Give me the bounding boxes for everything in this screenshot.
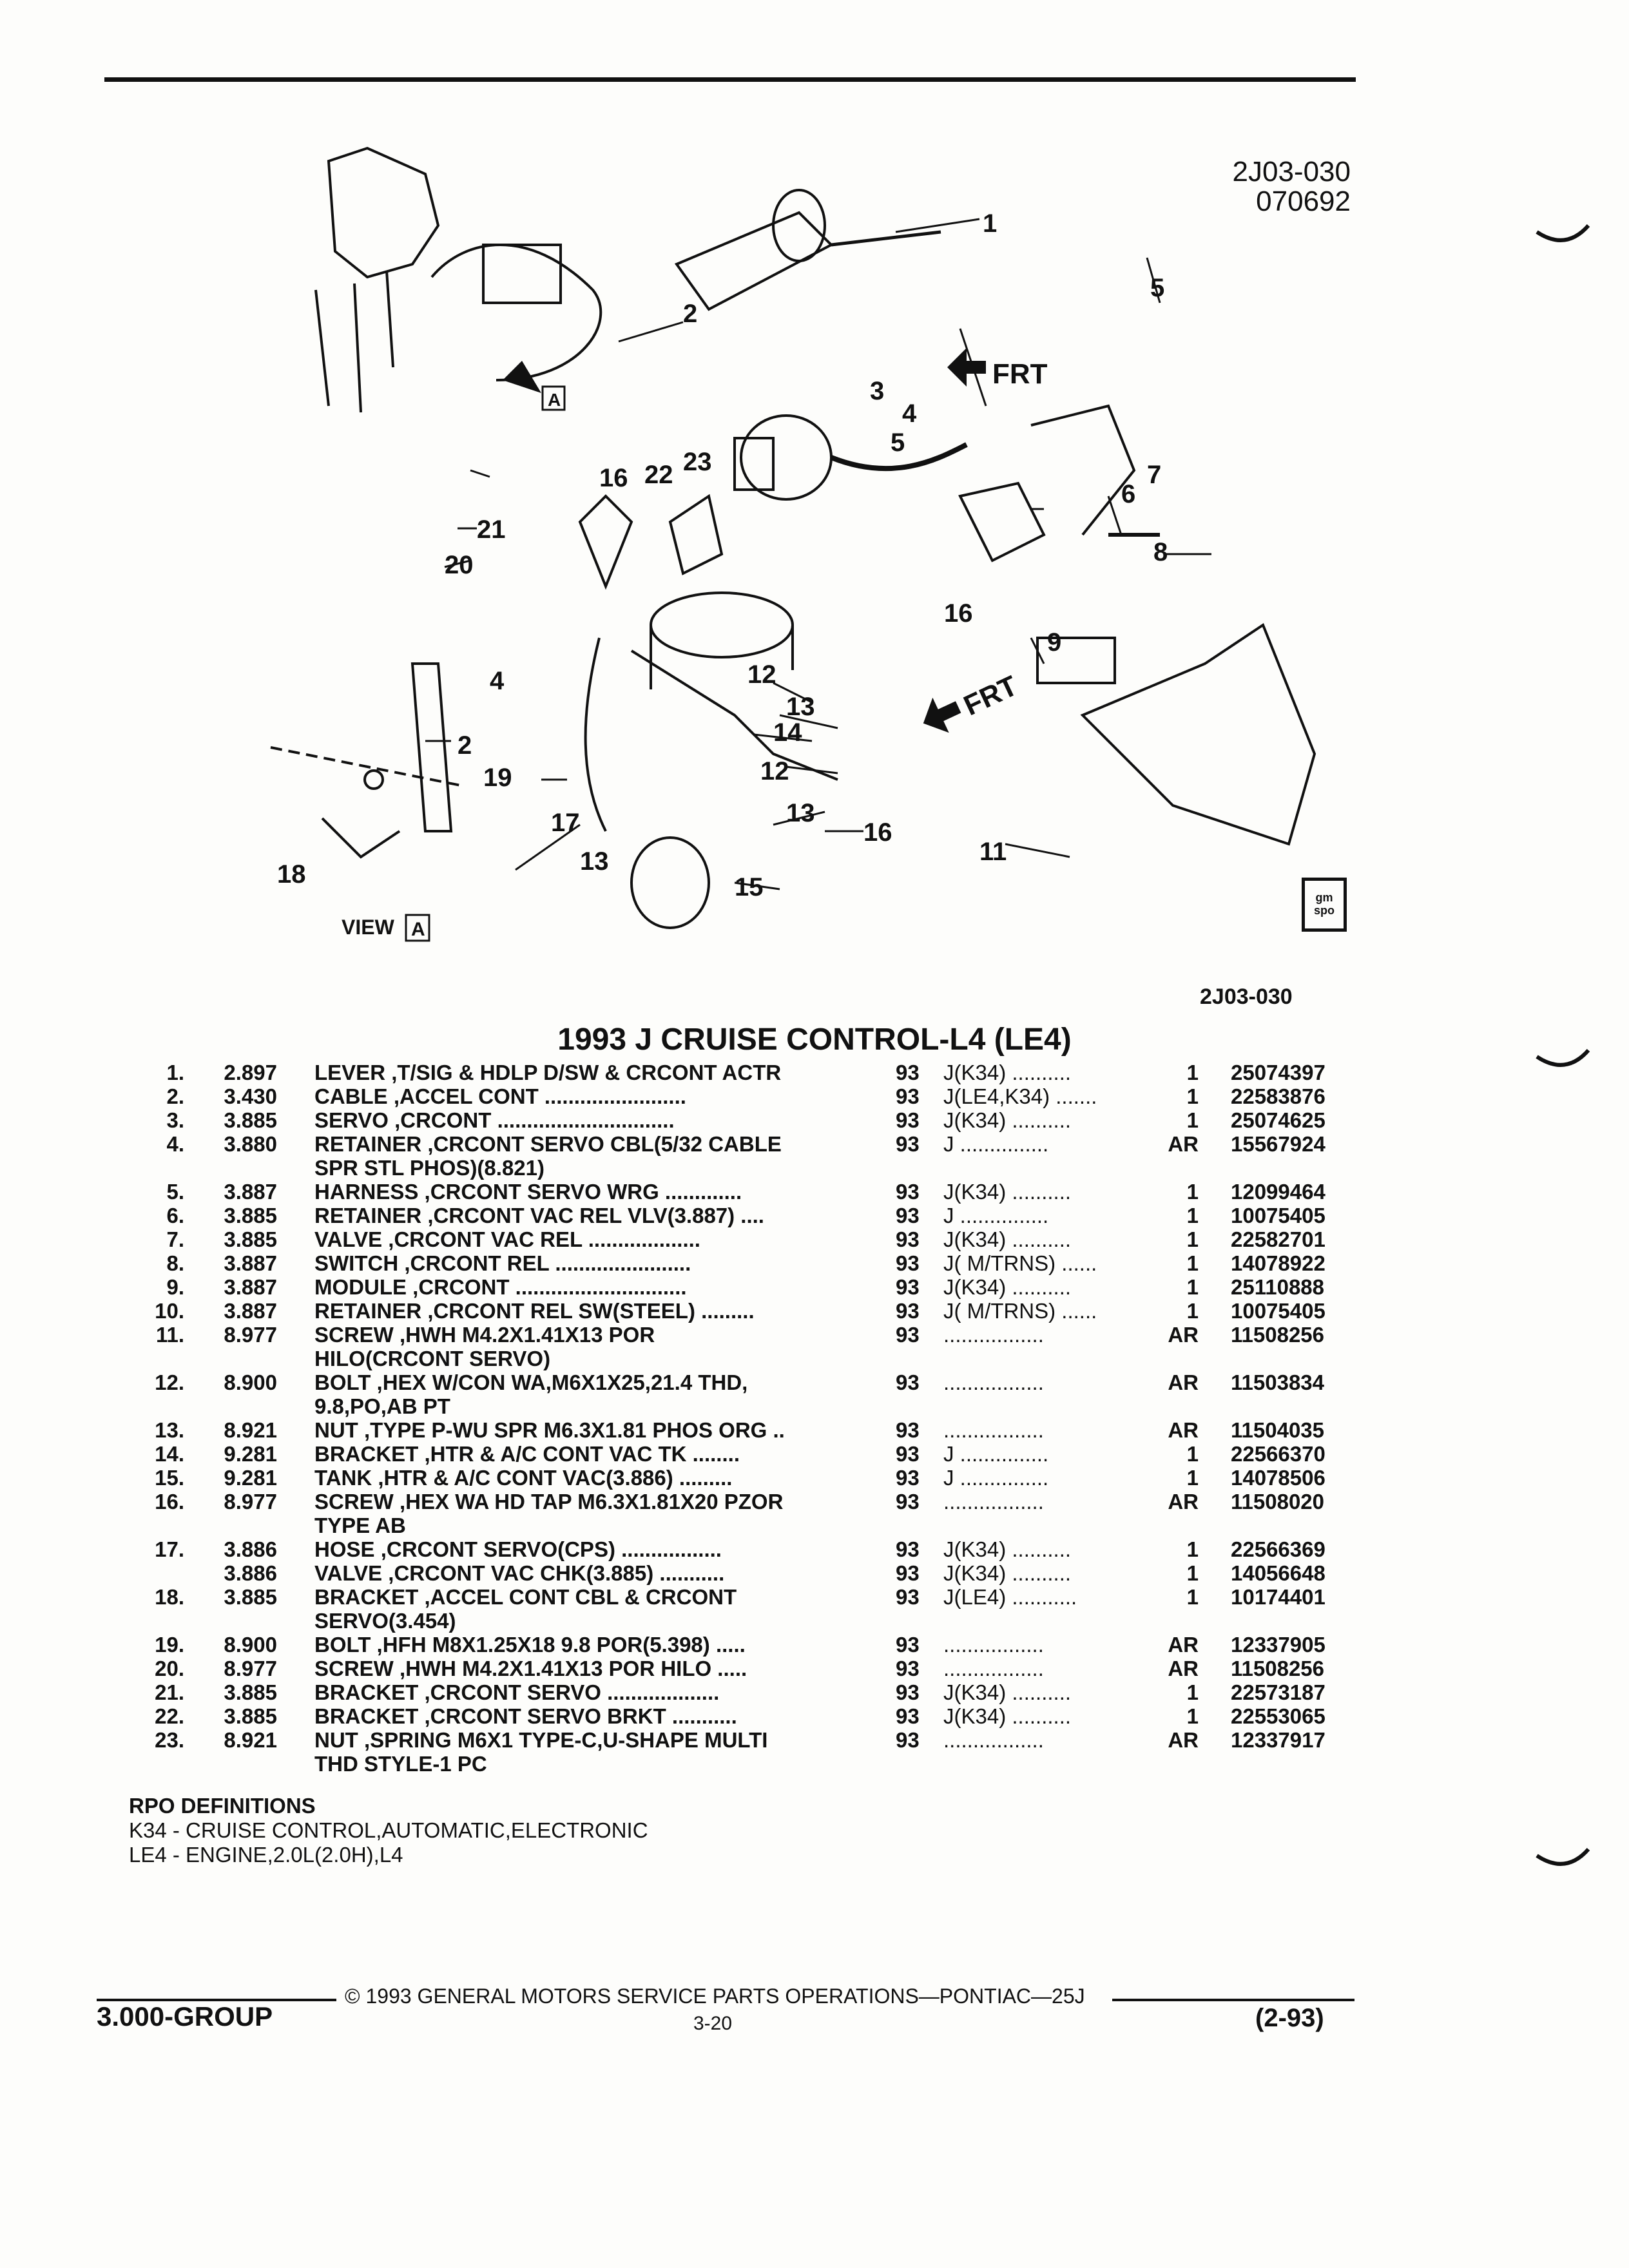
part-number: 10075405: [1231, 1299, 1325, 1323]
part-description: NUT ,SPRING M6X1 TYPE-C,U-SHAPE MULTI: [314, 1728, 768, 1752]
engine-block-outline: [329, 148, 438, 277]
page-number: 3-20: [693, 2013, 733, 2034]
margin-mark: [1534, 219, 1592, 258]
model-usage: .................: [943, 1323, 1044, 1347]
model-year: 93: [896, 1061, 920, 1084]
part-number: 10174401: [1231, 1585, 1325, 1609]
part-description: BRACKET ,ACCEL CONT CBL & CRCONT: [314, 1585, 737, 1609]
group-code: 8.977: [224, 1657, 277, 1680]
callout-18: 18: [277, 860, 306, 889]
vac-tank: [631, 838, 709, 928]
top-rule: [104, 77, 1356, 82]
part-number: 25110888: [1231, 1275, 1325, 1299]
parts-list: [129, 1061, 1366, 1776]
callout-8: 8: [1153, 538, 1168, 566]
group-code: 8.900: [224, 1370, 277, 1394]
callout-16b: 16: [944, 599, 973, 628]
callout-12: 12: [747, 660, 776, 689]
quantity: 1: [1186, 1466, 1199, 1490]
exploded-diagram: [219, 135, 1366, 973]
callout-19: 19: [483, 764, 512, 792]
quantity: 1: [1186, 1680, 1199, 1704]
group-code: 9.281: [224, 1466, 277, 1490]
model-year: 93: [896, 1537, 920, 1561]
model-usage: .................: [943, 1418, 1044, 1442]
part-description: RETAINER ,CRCONT REL SW(STEEL) .........: [314, 1299, 755, 1323]
callout-14: 14: [773, 718, 802, 747]
part-number-index: 20.: [155, 1657, 184, 1680]
model-usage: J(LE4) ...........: [943, 1585, 1077, 1609]
pedal-bracket: [1031, 406, 1134, 535]
part-description: BRACKET ,CRCONT SERVO BRKT ...........: [314, 1704, 737, 1728]
group-code: 3.887: [224, 1299, 277, 1323]
part-number: 12337905: [1231, 1633, 1325, 1657]
part-number-index: 16.: [155, 1490, 184, 1514]
part-description: TANK ,HTR & A/C CONT VAC(3.886) .........: [314, 1466, 733, 1490]
group-code: 3.886: [224, 1537, 277, 1561]
model-usage: J(K34) ..........: [943, 1061, 1072, 1084]
part-number: 22573187: [1231, 1680, 1325, 1704]
part-number-index: 18.: [155, 1585, 184, 1609]
quantity: 1: [1186, 1204, 1199, 1227]
table-row: [129, 1585, 1366, 1633]
part-number-index: 8.: [166, 1251, 184, 1275]
quantity: 1: [1186, 1180, 1199, 1204]
group-code: 8.921: [224, 1728, 277, 1752]
quantity: 1: [1186, 1061, 1199, 1084]
part-number: 11508020: [1231, 1490, 1325, 1514]
part-number: 11504035: [1231, 1418, 1325, 1442]
model-usage: J ...............: [943, 1132, 1049, 1156]
part-number-index: 1.: [166, 1061, 184, 1084]
callout-17: 17: [551, 809, 580, 837]
part-number-index: 10.: [155, 1299, 184, 1323]
model-usage: .................: [943, 1370, 1044, 1394]
model-year: 93: [896, 1442, 920, 1466]
callout-6: 6: [1121, 480, 1136, 508]
group-code: 3.887: [224, 1275, 277, 1299]
model-year: 93: [896, 1704, 920, 1728]
footer-rule-right: [1112, 1999, 1354, 2001]
part-number: 12099464: [1231, 1180, 1325, 1204]
part-number: 22583876: [1231, 1084, 1325, 1108]
part-description: SERVO ,CRCONT ..............................: [314, 1108, 675, 1132]
quantity: 1: [1186, 1108, 1199, 1132]
quantity: 1: [1186, 1251, 1199, 1275]
lines-left: [316, 271, 393, 412]
model-usage: J(K34) ..........: [943, 1275, 1072, 1299]
callout-11: 11: [979, 838, 1007, 866]
part-number-index: 9.: [166, 1275, 184, 1299]
part-description: HOSE ,CRCONT SERVO(CPS) .................: [314, 1537, 722, 1561]
group-code: 3.430: [224, 1084, 277, 1108]
part-number: 22566370: [1231, 1442, 1325, 1466]
margin-mark: [1534, 1044, 1592, 1082]
quantity: AR: [1168, 1633, 1199, 1657]
model-year: 93: [896, 1561, 920, 1585]
callout-7: 7: [1147, 461, 1162, 489]
table-row: [129, 1323, 1366, 1370]
group-code: 3.885: [224, 1585, 277, 1609]
model-usage: J(K34) ..........: [943, 1561, 1072, 1585]
part-number: 14078506: [1231, 1466, 1325, 1490]
callout-16: 16: [599, 464, 628, 492]
group-code: 3.885: [224, 1204, 277, 1227]
table-row: [129, 1537, 1366, 1561]
svg-text:VIEW: VIEW: [342, 916, 394, 939]
part-description: BRACKET ,HTR & A/C CONT VAC TK ........: [314, 1442, 740, 1466]
part-number: 25074625: [1231, 1108, 1325, 1132]
model-year: 93: [896, 1490, 920, 1514]
group-code: 8.921: [224, 1418, 277, 1442]
model-usage: J ...............: [943, 1466, 1049, 1490]
table-row: [129, 1061, 1366, 1084]
callout-4: 4: [902, 399, 917, 428]
model-usage: J ...............: [943, 1442, 1049, 1466]
callout-22: 22: [644, 461, 673, 489]
part-number: 25074397: [1231, 1061, 1325, 1084]
quantity: 1: [1186, 1227, 1199, 1251]
model-usage: J(K34) ..........: [943, 1108, 1072, 1132]
hose-17: [586, 638, 606, 831]
group-code: 8.900: [224, 1633, 277, 1657]
part-number-index: 7.: [166, 1227, 184, 1251]
bracket-21: [580, 496, 631, 586]
model-year: 93: [896, 1418, 920, 1442]
callout-4b: 4: [490, 667, 505, 695]
table-row: [129, 1227, 1366, 1251]
figure-id: 2J03-030: [1200, 985, 1293, 1009]
part-number-index: 4.: [166, 1132, 184, 1156]
cable-loop: [432, 245, 601, 380]
quantity: 1: [1186, 1585, 1199, 1609]
part-description-cont: 9.8,PO,AB PT: [314, 1394, 450, 1418]
model-year: 93: [896, 1275, 920, 1299]
table-row: [129, 1084, 1366, 1108]
table-row: [129, 1132, 1366, 1180]
model-usage: J(K34) ..........: [943, 1704, 1072, 1728]
part-description: BRACKET ,CRCONT SERVO ...................: [314, 1680, 720, 1704]
part-number: 22582701: [1231, 1227, 1325, 1251]
ref-code: 2J03-030: [1232, 156, 1351, 187]
part-description: CABLE ,ACCEL CONT ........................: [314, 1084, 686, 1108]
part-description: MODULE ,CRCONT .............................: [314, 1275, 687, 1299]
model-year: 93: [896, 1132, 920, 1156]
model-year: 93: [896, 1323, 920, 1347]
table-row: [129, 1442, 1366, 1466]
quantity: 1: [1186, 1442, 1199, 1466]
quantity: AR: [1168, 1132, 1199, 1156]
model-usage: .................: [943, 1633, 1044, 1657]
callout-13c: 13: [580, 847, 609, 876]
part-description: LEVER ,T/SIG & HDLP D/SW & CRCONT ACTR: [314, 1061, 782, 1084]
part-description-cont: HILO(CRCONT SERVO): [314, 1347, 551, 1370]
model-year: 93: [896, 1108, 920, 1132]
part-number: 10075405: [1231, 1204, 1325, 1227]
callout-3: 3: [870, 377, 885, 405]
rpo-heading: RPO DEFINITIONS: [129, 1794, 316, 1818]
view-a-bracket: [412, 664, 451, 831]
part-number: 15567924: [1231, 1132, 1325, 1156]
group-code: 8.977: [224, 1323, 277, 1347]
table-row: [129, 1704, 1366, 1728]
steering-column: [677, 213, 831, 309]
part-description: VALVE ,CRCONT VAC REL ...................: [314, 1227, 700, 1251]
part-description-cont: SPR STL PHOS)(8.821): [314, 1156, 545, 1180]
model-year: 93: [896, 1204, 920, 1227]
group-code: 3.885: [224, 1704, 277, 1728]
model-year: 93: [896, 1466, 920, 1490]
part-number: 11503834: [1231, 1370, 1325, 1394]
part-number-index: 2.: [166, 1084, 184, 1108]
model-usage: J(K34) ..........: [943, 1537, 1072, 1561]
model-year: 93: [896, 1585, 920, 1609]
view-a-label: [342, 915, 429, 941]
part-description: RETAINER ,CRCONT SERVO CBL(5/32 CABLE: [314, 1132, 782, 1156]
model-year: 93: [896, 1370, 920, 1394]
part-number-index: 17.: [155, 1537, 184, 1561]
quantity: 1: [1186, 1561, 1199, 1585]
svg-text:A: A: [411, 919, 425, 940]
part-number-index: 19.: [155, 1633, 184, 1657]
table-row: [129, 1561, 1366, 1585]
model-year: 93: [896, 1084, 920, 1108]
callout-9: 9: [1047, 628, 1062, 657]
table-row: [129, 1251, 1366, 1275]
table-row: [129, 1466, 1366, 1490]
part-description-cont: TYPE AB: [314, 1514, 406, 1537]
callout-5b: 5: [891, 428, 905, 457]
part-number-index: 6.: [166, 1204, 184, 1227]
table-row: [129, 1728, 1366, 1776]
callout-13: 13: [786, 693, 815, 721]
group-code: 3.885: [224, 1227, 277, 1251]
callout-12b: 12: [760, 757, 789, 785]
group-code: 2.897: [224, 1061, 277, 1084]
table-row: [129, 1490, 1366, 1537]
table-row: [129, 1680, 1366, 1704]
copyright: © 1993 GENERAL MOTORS SERVICE PARTS OPERATIONS—PONTIAC—25J: [345, 1984, 1085, 2008]
ref-date: 070692: [1256, 186, 1351, 217]
part-number: 14078922: [1231, 1251, 1325, 1275]
model-usage: J ...............: [943, 1204, 1049, 1227]
part-number-index: 14.: [155, 1442, 184, 1466]
group-code: 8.977: [224, 1490, 277, 1514]
rpo-le4: LE4 - ENGINE,2.0L(2.0H),L4: [129, 1843, 403, 1867]
model-usage: .................: [943, 1657, 1044, 1680]
frt-arrow-upper: [947, 348, 1048, 390]
brake-bracket: [960, 483, 1044, 561]
part-description: NUT ,TYPE P-WU SPR M6.3X1.81 PHOS ORG ..: [314, 1418, 785, 1442]
svg-text:FRT: FRT: [959, 669, 1023, 722]
part-description-cont: SERVO(3.454): [314, 1609, 456, 1633]
table-row: [129, 1275, 1366, 1299]
bracket-22: [670, 496, 722, 573]
callout-20: 20: [445, 551, 474, 579]
table-row: [129, 1299, 1366, 1323]
part-description: RETAINER ,CRCONT VAC REL VLV(3.887) ....: [314, 1204, 764, 1227]
group-code: 3.886: [224, 1561, 277, 1585]
callout-15: 15: [735, 873, 764, 901]
part-number: 12337917: [1231, 1728, 1325, 1752]
callout-23: 23: [683, 448, 712, 476]
part-description-cont: THD STYLE-1 PC: [314, 1752, 487, 1776]
callout-2: 2: [683, 300, 698, 328]
model-year: 93: [896, 1299, 920, 1323]
group-code: 3.885: [224, 1108, 277, 1132]
table-row: [129, 1370, 1366, 1418]
model-year: 93: [896, 1728, 920, 1752]
callout-2b: 2: [458, 731, 472, 760]
group-label: 3.000-GROUP: [97, 2001, 273, 2032]
strut-tower: [651, 593, 793, 657]
model-year: 93: [896, 1680, 920, 1704]
table-row: [129, 1108, 1366, 1132]
part-description: SCREW ,HEX WA HD TAP M6.3X1.81X20 PZOR: [314, 1490, 784, 1514]
model-usage: J(LE4,K34) .......: [943, 1084, 1097, 1108]
callout-1: 1: [983, 209, 998, 238]
quantity: AR: [1168, 1728, 1199, 1752]
model-year: 93: [896, 1251, 920, 1275]
rpo-k34: K34 - CRUISE CONTROL,AUTOMATIC,ELECTRONIC: [129, 1818, 648, 1842]
part-description: VALVE ,CRCONT VAC CHK(3.885) ...........: [314, 1561, 725, 1585]
table-row: [129, 1657, 1366, 1680]
model-usage: J(K34) ..........: [943, 1227, 1072, 1251]
model-year: 93: [896, 1180, 920, 1204]
group-code: 3.887: [224, 1180, 277, 1204]
part-number-index: 11.: [155, 1323, 184, 1347]
part-number-index: 12.: [155, 1370, 184, 1394]
part-number-index: 21.: [155, 1680, 184, 1704]
frt-arrow-lower: [915, 664, 1022, 741]
quantity: AR: [1168, 1490, 1199, 1514]
svg-text:FRT: FRT: [992, 358, 1048, 390]
part-number: 14056648: [1231, 1561, 1325, 1585]
page-title: 1993 J CRUISE CONTROL-L4 (LE4): [557, 1023, 1072, 1057]
part-description: HARNESS ,CRCONT SERVO WRG .............: [314, 1180, 742, 1204]
group-code: 9.281: [224, 1442, 277, 1466]
revision-date: (2-93): [1255, 2004, 1324, 2032]
part-description: SCREW ,HWH M4.2X1.41X13 POR: [314, 1323, 655, 1347]
table-row: [129, 1180, 1366, 1204]
quantity: AR: [1168, 1418, 1199, 1442]
quantity: 1: [1186, 1537, 1199, 1561]
model-year: 93: [896, 1657, 920, 1680]
quantity: AR: [1168, 1370, 1199, 1394]
part-description: SCREW ,HWH M4.2X1.41X13 POR HILO .....: [314, 1657, 747, 1680]
part-description: BOLT ,HFH M8X1.25X18 9.8 POR(5.398) .....: [314, 1633, 746, 1657]
part-number-index: 5.: [166, 1180, 184, 1204]
part-number: 11508256: [1231, 1323, 1325, 1347]
table-row: [129, 1633, 1366, 1657]
quantity: AR: [1168, 1323, 1199, 1347]
part-number-index: 3.: [166, 1108, 184, 1132]
callout-16c: 16: [863, 818, 892, 847]
part-number: 11508256: [1231, 1657, 1325, 1680]
part-description: BOLT ,HEX W/CON WA,M6X1X25,21.4 THD,: [314, 1370, 748, 1394]
rpo-definitions: [129, 1794, 648, 1867]
table-row: [129, 1418, 1366, 1442]
callout-5: 5: [1150, 274, 1165, 302]
quantity: 1: [1186, 1299, 1199, 1323]
group-code: 3.880: [224, 1132, 277, 1156]
quantity: 1: [1186, 1084, 1199, 1108]
quantity: AR: [1168, 1657, 1199, 1680]
model-usage: J( M/TRNS) ......: [943, 1251, 1097, 1275]
part-number: 22553065: [1231, 1704, 1325, 1728]
part-number-index: 23.: [155, 1728, 184, 1752]
group-code: 3.885: [224, 1680, 277, 1704]
callout-13b: 13: [786, 799, 815, 827]
model-usage: J( M/TRNS) ......: [943, 1299, 1097, 1323]
module-box: [483, 245, 561, 303]
part-number-index: 13.: [155, 1418, 184, 1442]
model-usage: .................: [943, 1728, 1044, 1752]
part-number: 22566369: [1231, 1537, 1325, 1561]
model-year: 93: [896, 1633, 920, 1657]
quantity: 1: [1186, 1275, 1199, 1299]
table-row: [129, 1204, 1366, 1227]
part-description: SWITCH ,CRCONT REL .......................: [314, 1251, 691, 1275]
model-usage: .................: [943, 1490, 1044, 1514]
part-number-index: 15.: [155, 1466, 184, 1490]
margin-mark: [1534, 1843, 1592, 1881]
svg-text:A: A: [548, 390, 561, 410]
model-year: 93: [896, 1227, 920, 1251]
quantity: 1: [1186, 1704, 1199, 1728]
servo-body: [741, 416, 831, 499]
gmspo-logo: gm spo: [1302, 878, 1347, 932]
model-usage: J(K34) ..........: [943, 1180, 1072, 1204]
model-usage: J(K34) ..........: [943, 1680, 1072, 1704]
callout-21: 21: [477, 515, 506, 544]
floor-panel: [1083, 625, 1315, 844]
part-number-index: 22.: [155, 1704, 184, 1728]
group-code: 3.887: [224, 1251, 277, 1275]
